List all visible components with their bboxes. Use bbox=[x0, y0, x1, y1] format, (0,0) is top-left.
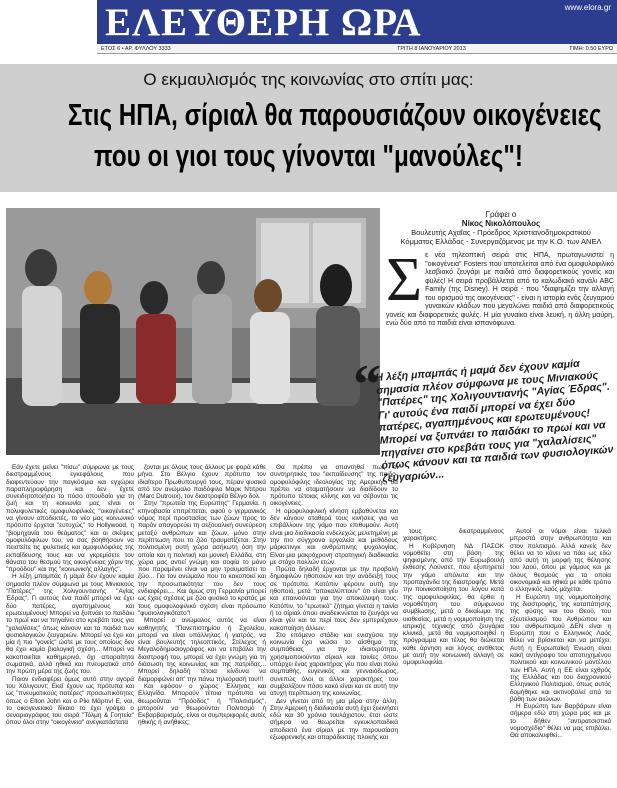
body-column-2 bbox=[138, 464, 266, 786]
paragraph: Και εφόσον ο χώρος Έλληνας και Ελληνίδα. Μπορούν τέτοια πρότυπα να θεωρούνται "Πρόοδος" ή "Πολιτισμός", μπορούν να θεωρούνται Πολιτισμό ή Εκβαρβαρισμός, είναι οι συμπεριφορές αυτές ηθικής ή ανήθικες; bbox=[138, 682, 266, 727]
issue-number: ΕΤΟΣ 6 • ΑΡ. ΦΥΛΛΟΥ 3333 bbox=[101, 46, 171, 52]
headline-line-2: που οι γιοι τους γίνονται "μανούλες"! bbox=[94, 138, 523, 173]
body-column-4b bbox=[510, 528, 611, 740]
paragraph: ζονται με όλους τους άλλους με φορά κάθε μήνα. Στο Βέλγιο έχουν πρότυπο τον ιδιαίτερο Πρωθυπουργό τους, πέραν φυσικά από τον ανώμαλο παιδόφιλο Μαρκ Ντιτρου (Marc Dutroux), τον διαστροφέα Βέλγο δολ. bbox=[138, 464, 266, 501]
body-column-4a bbox=[403, 528, 504, 667]
pull-quote-text: Η λέξη μπαμπάς ή μαμά δεν έχουν καμία σημασία πλέον σύμφωνα με τους Μινιακούς "Πατέρες" της Χολιγουντιανής "Αγίας Έδρας". Γι' αυτούς ένα παιδί μπορεί να έχει δύο πατέρες, αγαπημένους και ερωτευμένους! Μπορεί να ξυπνάει το παιδάκι το πρωί και να πηγαίνει στο κρεβάτι τους για "χαλαλίσεις" όπως κάνουν και τα παιδιά των φυσιολογικών ζευγαριών... bbox=[375, 357, 614, 485]
lead-text: ε νέα τηλεοπτική σειρά στις ΗΠΑ, πρωταγωνιστεί η "οικογένεια" Fosters που αποτελείται από ένα ομοφυλοφιλικό λεσβιακό ζευγάρι με παιδιά από διαφορετικούς γονείς και φυλές! Η σειρά προβάλλεται από το καλωδιακό κανάλι ABC Family (της Disney). Η σειρά - που "διαφημίζει την αλλαγή του ορισμού της οικογένειας" - είναι η ιστορία ενός ζευγαριού γυναικών κλάδων που μεγαλώνει παιδιά από διαφορετικούς γονείς και διαφορετικές φυλές. Η μία γυναίκα είναι λευκή, η άλλη μαύρη, ενώ δύο από τα παιδιά είναι ισπανόφωνα. bbox=[386, 252, 614, 327]
paragraph: Αυτοί οι νόμοι είναι τελικά μπροστά στην ανθρωπότητα και στον πολιτισμό. Αλλά κανείς δεν θέλει να το κάνει να πάει ως εδώ από αυτή τη μορφή της θέλησης του λαού, όπου με γάμους και με όλους θεσμούς για τα οποία οικονομικά και ηθικά με κάθε τρόπο ο ελληνικός λαός μάχεται. bbox=[510, 528, 611, 594]
paragraph: τους διεστραμμένους χαρακτήρες. bbox=[403, 528, 504, 543]
paragraph: Η λέξη μπαμπάς ή μαμά δεν έχουν καμία σημασία πλέον σύμφωνα με τους Μινιακούς "Πατέρες" της Χολιγουντιανής "Αγίας Έδρας". Γι αυτούς ένα παιδί μπορεί να έχει δύο πατέρες, αγαπημένους και ερωτευμένους! Μπορεί να ξυπνάει το παιδάκι το πρωί και να πηγαίνει στο κρεβάτι τους για "χαλαλίσεις" όπως κάνουν και τα παιδιά των φυσιολογικών ζευγαριών. Μπορεί να έχει και μία ή πιο "γονείς" ώστε με τους οποίους δεν θα έχει καμία βιολογική σχέση... Μπορεί να κακοποιείται καθημερινά, όχι απαραίτητα σωματικά, αλλά ηθικά και πνευματικά από την πρώτη μέρα της ζωής του. bbox=[6, 573, 134, 676]
byline-role-1: Βουλευτής Αχαΐας - Πρόεδρος Χριστιανοδημοκρατικού bbox=[411, 228, 591, 237]
paragraph: Δεν γίνεται από τη μια μέρα στην άλλη. Στην Αμερική η διαδικασία αυτή έχει ξεκινήσει εδώ και 30 χρόνια τουλάχιστον, έτσι ώστε σήμερα να θεωρείται εγκυκλοπαιδικά αποδεκτό ένα σίριαλ με την παρουσίαση εξωφρενικής και απαράδεκτης πλοκής και bbox=[270, 697, 398, 741]
drop-cap: Σ bbox=[386, 246, 423, 314]
byline-intro: Γράφει ο bbox=[485, 210, 517, 219]
family-photo-illustration bbox=[6, 208, 380, 455]
paragraph: Στην "πρωτεία της Ευρώπης" Γερμανία, η κτηνοβασία επιτρέπεται, αφού ο γερμανικός νόμος περί προστασίας των ζώων προς το παρόν απαγορεύει τη σεξουαλική συνεύρεση μεταξύ ανθρώπων και ζώων, μόνο στην περίπτωση που το ζώο τραυματίζεται. Στην πολιτισμένη αυτή χώρα ασήκωτη όση την οποία και η πολιτική και μονική Ελλάδα, στη χώρα μας αντιεί γνώμη και σοφία το μόνο που παραμένει είναι να μην τραυματίσει το ζώο... Για τον ανώμαλο που το κακοποιεί και την προσωπικότητα του δεν τους ενδιαφέρει.... Και όμως στη Γερμανία μπορεί ως έχεις σχέσεις με ζώο φυσικά το κρατάς με τους ομοφυλοφιλικό σχέση είναι πρόσωπο "φυσιολογικότατο"! bbox=[138, 500, 266, 617]
body-column-1 bbox=[6, 464, 134, 786]
paragraph: Η Ευρώπη των Βαρβάρων είναι σήμερα εδώ στη χώρα μας και με το δήθεν "αντιρατσιστικό νομοσχέδιο" θέλει να μας επιβάλει. Θα αποκαλυφθεί... bbox=[510, 703, 611, 740]
issue-strip bbox=[97, 44, 617, 54]
newspaper-url: www.elora.gr bbox=[564, 3, 611, 12]
article-headline bbox=[67, 94, 602, 176]
quote-mark-icon: “ bbox=[353, 354, 381, 416]
paragraph: Η Κυβέρνηση ΝΔ ΠΑΣΟΚ νομοθέτει στη βάση της ψηφισμένης από την Ευρωβουλή έκθεσης Λούνσετ, που εξυπηρετεί την γάμο απόλυτα και την προπαγάνδα της διαστροφής. Μετά την ποινικοποίηση του λόγου κατά της ομοφυλοφιλίας, θα έρθει η νομοθέτηση του σύμφωνου συμβίωσης, μετά ο δικαίωμα της υιοθεσίας, μετά η νομιμοποίηση της ιατρικής τεχνικής από ζευγάρια κλινικά, μετά θα νομιμοποιηθεί η πρόγραμμα και τέλος θα διώκεται κάθε άρνηση και λόγος αντίθετος με αυτή την κοινωνική αλλαγή σε ομοφυλοφιλία. bbox=[403, 542, 504, 667]
newspaper-masthead bbox=[97, 0, 617, 44]
article-lead bbox=[386, 246, 614, 360]
article-photo bbox=[6, 208, 380, 455]
paragraph: Ποιον ενδιαφέρει όμως αυτό στην αγορά του Χόλιγουντ; Εκεί έχουν ως πρότυπα και ως "πνευματικούς πατέρες" προσωπικότητες όπως ο Elton John και ο Ρίκι Μάρτιν! Ε, ναι, το οικογενειακό δίκαιο το έχει γράψει ο σεναριογράφος του σειρά "Τόλμη & Γοητεία" όπου όλοι στην "οικογένεια" ανεγκατάστατα bbox=[6, 675, 134, 727]
byline bbox=[390, 210, 612, 246]
paragraph: Θα πρέπει να απαντηθεί πως οι συντηρητικές του "εκπαίδευσης" της παιδο-ομοφυλόφιλης ιδεολογίας της Αμερικής, θα πρέπει να σταματήσουν να διαδίδουν το πρότυπο τέτοιας κλίνης και να σέβονται τις οικογένειες. bbox=[270, 464, 398, 508]
byline-author: Νίκος Νικολόπουλος bbox=[461, 219, 541, 228]
paragraph: Στο επόμενο στάδιο και ενισχύσει την κοινωνία έχει νιώσει το αίσθημα της συμπάθειας για την ιδιαιτερότητα, χρησιμοποιούνται σίριαλ και ταινίες όπου υπάρχει ένας χαρακτήρας γέυ που είναι πολύ συμπαθής, ευγενικός και γενναιόδωρος, συνεπώς όλοι οι άλλοι χαρακτήρες του συμβολίζουν πόσο κακό είναι και σε αυτή την ατυχή περίπτωση της κοινωνίας. bbox=[270, 631, 398, 698]
paragraph: Πρώτα δηλαδή έρχονται με την προβολή δημοφιλών ηθοποιών και την ανάδειξή τους σε πρότυπα. Κατόπιν φέρουν αυτή την ηθοποιό, μετά "αποκαλύπτουν" ότι είναι γέυ και επαινούνται για την αποκάλυψή τους. Κατόπιν, το "ερωτικό" ζήτημα γίνεται η ταινία ή το σίριαλ όπου αναδεικνύεται το ζευγάρι να είναι γέυ και τα περί τους δεν εμπεριέχουν κακοποίηση άλλων. bbox=[270, 566, 398, 632]
headline-line-1: Στις ΗΠΑ, σίριαλ θα παρουσιάζουν οικογένειες bbox=[67, 97, 602, 132]
paragraph: Εάν έχετε μείνει "πίσω" σύμφωνα με τους διεστραμμένους εγκεφάλους που διαφεντεύουν την παγκόσμια και εγχώρια παραπληροφόρηση και δεν έχετε συνειδητοποιήσει το πόσο σπουδαίο για τη ζωή και τη κοινωνία μας είναι οι πολυφυλετικές ομοφυλοφιλικές "οικογένειες" να γίνουν αποδεκτές, το νέο μας κοινωνικό πρότυπο έρχεται "ευτυχώς" το Hollywood, η "βιομηχανία του θεάματος" και οι σκέψεις ομοφυλόφιλων του, να σας βοηθήσουν να πειστείτε τις φυλετικές και ομοφυλόφιλες της εκπαίδευσης τους και να γκρεμίσετε τον θάνατο του θεσμού της οικογένειας χάριν της "προόδου" και της "κοινωνικής αλλαγής". bbox=[6, 464, 134, 574]
article-kicker: Ο εκμαυλισμός της κοινωνίας στο σπίτι μας: bbox=[143, 70, 474, 89]
byline-role-2: Κόμματος Ελλάδος - Συνεργαζόμενος με την Κ.Ο. των ΑΝΕΛ bbox=[400, 237, 602, 246]
issue-price: ΤΙΜΗ: 0.50 ΕΥΡΩ bbox=[569, 46, 613, 52]
body-column-4 bbox=[403, 528, 611, 786]
paragraph: Η Ευρώπη της νομιμοποίησης της διαστροφής, της καταπάτησης της φύσης και του Θεού, του εξευτελισμού του Ανθρώπου και του ανθρωπισμού ΔΕΝ είναι η Ευρώπη που ο Ελληνικός Λαός θέλει να βρίσκεται και να μετέχει. Αυτή η Ευρωπαϊκή Ένωση είναι κακή αντίγραφο του αποτυχημένου πολιτικού και κοινωνικού μοντέλου των ΗΠΑ. Αυτή η ΕΕ είναι εχθρός της Ελλάδας και του διαχρονικού Ελληνικού Πολιτισμού, όπως αυτός δομήθηκε και ακτινοβολεί από τα βάθη των αιώνων. bbox=[510, 593, 611, 703]
issue-date: ΤΡΙΤΗ 8 ΙΑΝΟΥΑΡΙΟΥ 2013 bbox=[397, 46, 466, 52]
paragraph: Μπορεί ο ανώμαλος αυτός να είναι καθηγητής "Πανεπιστημίου ή Σχολείου, μπορεί να είναι υπάλληλος ή γιατρός, να είναι βουλευτής τηλεοπτικός, Στέλεχος ή Μεγαλοδημοσιογράφος και να επιβάλει την διαστροφή του, μπορεί να έχει γνώμη για τη διάσωση της κοινωνίας και της πατρίδας... Μπορεί δηλαδή τέτοια κίνδυνα να διαμορφώνει απ' την πάνω τηλεόρασή του!!! bbox=[138, 617, 266, 683]
body-column-3 bbox=[270, 464, 398, 786]
paragraph: Η ομοφυλοφιλική κίνηση εμβαθύνεται και δεν κάνουν σταθερά τους κινήσεις για να επιβάλλουν της γάμο που επιθυμούν. Αυτή είναι μια διαδικασία ενδελεχώς μελετημένη με την πιο σύγχρονα εργαλεία και μεθόδους μάρκετινγκ και ανθρώπινης ψυχολογίας. Είναι μια μακρόχρονη στρατηγική διαδικασία με στόχο πολλών ετών. bbox=[270, 507, 398, 566]
newspaper-title: ΕΛΕΥΘΕΡΗ ΩΡΑ bbox=[105, 1, 422, 44]
